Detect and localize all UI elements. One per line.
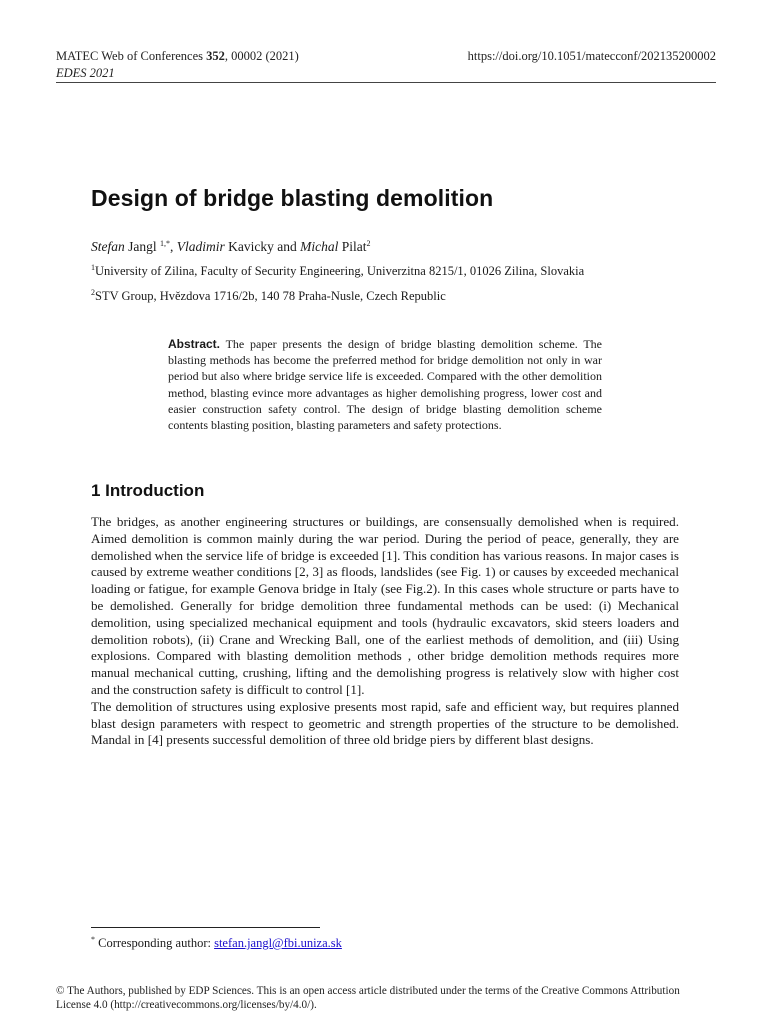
abstract — [168, 336, 602, 433]
footnote-label: Corresponding author: — [95, 936, 215, 950]
affiliation-2 — [91, 289, 446, 304]
journal-suffix: , 00002 (2021) — [224, 49, 299, 63]
author-3-sup: 2 — [366, 239, 371, 248]
journal-citation — [56, 48, 299, 64]
author-3-last: Pilat — [338, 239, 367, 254]
journal-prefix: MATEC Web of Conferences — [56, 49, 207, 63]
abstract-label: Abstract. — [168, 337, 221, 351]
journal-volume: 352 — [206, 49, 225, 63]
footnote-marker: * — [91, 935, 95, 944]
header-divider — [56, 82, 716, 83]
footnote — [91, 936, 342, 951]
footnote-divider — [91, 927, 320, 928]
affiliation-1-text: University of Zilina, Faculty of Security Engineering, Univerzitna 8215/1, 01026 Zilina, Slovakia — [95, 264, 585, 278]
paper-title: Design of bridge blasting demolition — [91, 185, 494, 211]
author-separator: , — [170, 239, 177, 254]
author-1-last: Jangl — [124, 239, 160, 254]
author-list — [91, 239, 371, 255]
introduction-paragraph-2: The demolition of structures using explosive presents most rapid, safe and efficient way, but requires planned blast design parameters with respect to geometric and strength properties of the structure to be demolished. Mandal in [4] presents successful demolition of three old bridge piers by different blast designs. — [91, 698, 679, 748]
author-1-first: Stefan — [91, 239, 125, 254]
affiliation-1 — [91, 264, 584, 279]
introduction-paragraph-1: The bridges, as another engineering structures or buildings, are consensually demolished when is required. Aimed demolition is common mainly during the war period. During the period of peace, generally, they are demolished when the service life of bridge is exceeded [1]. This condition has various reasons. In major cases is caused by extreme weather conditions [2, 3] as floods, landslides (see Fig. 1) or causes by exceeded mechanical loading or fatigue, for example Genova bridge in Italy (see Fig.2). In this cases whole structure or parts have to be demolished. Generally for bridge demolition three fundamental methods can be used: (i) Mechanical demolition, using specialized mechanical equipment and tools (hydraulic excavators, skid steers loaders and demolition robots), (ii) Crane and Wrecking Ball, one of the earliest methods of demolition, and (iii) Using explosions. Compared with blasting demolition methods , other bridge demolition methods requires more manual mechanical cutting, crushing, lifting and the demolishing progress is relatively slow with higher cost and the construction safety is difficult to control [1]. — [91, 514, 679, 697]
abstract-text: The paper presents the design of bridge blasting demolition scheme. The blasting methods has become the preferred method for bridge demolition not only in war period but also where bridge service life is exceeded. Compared with the other demolition method, blasting evince more advantages as higher demolishing progress, lower cost and easier construction safety control. The design of bridge blasting demolition scheme contents blasting position, blasting parameters and safety protections. — [168, 337, 602, 433]
section-heading-introduction: 1 Introduction — [91, 481, 205, 500]
introduction-body — [91, 514, 679, 749]
doi-link[interactable]: https://doi.org/10.1051/matecconf/202135200002 — [467, 49, 716, 63]
license-notice: © The Authors, published by EDP Sciences. This is an open access article distributed under the terms of the Creative Commons Attribution License 4.0 (http://creativecommons.org/licenses/by/4.0/). — [56, 985, 680, 1011]
affiliation-2-text: STV Group, Hvězdova 1716/2b, 140 78 Praha-Nusle, Czech Republic — [95, 289, 446, 303]
author-2-first: Vladimir — [176, 239, 225, 254]
conference-name: EDES 2021 — [56, 66, 115, 80]
author-3-first: Michal — [300, 239, 339, 254]
corresponding-email-link[interactable]: stefan.jangl@fbi.uniza.sk — [214, 936, 342, 950]
author-2-last: Kavicky and — [224, 239, 301, 254]
author-1-sup: 1,* — [160, 239, 170, 248]
affiliation-1-sup: 1 — [91, 263, 95, 272]
affiliation-2-sup: 2 — [91, 288, 95, 297]
